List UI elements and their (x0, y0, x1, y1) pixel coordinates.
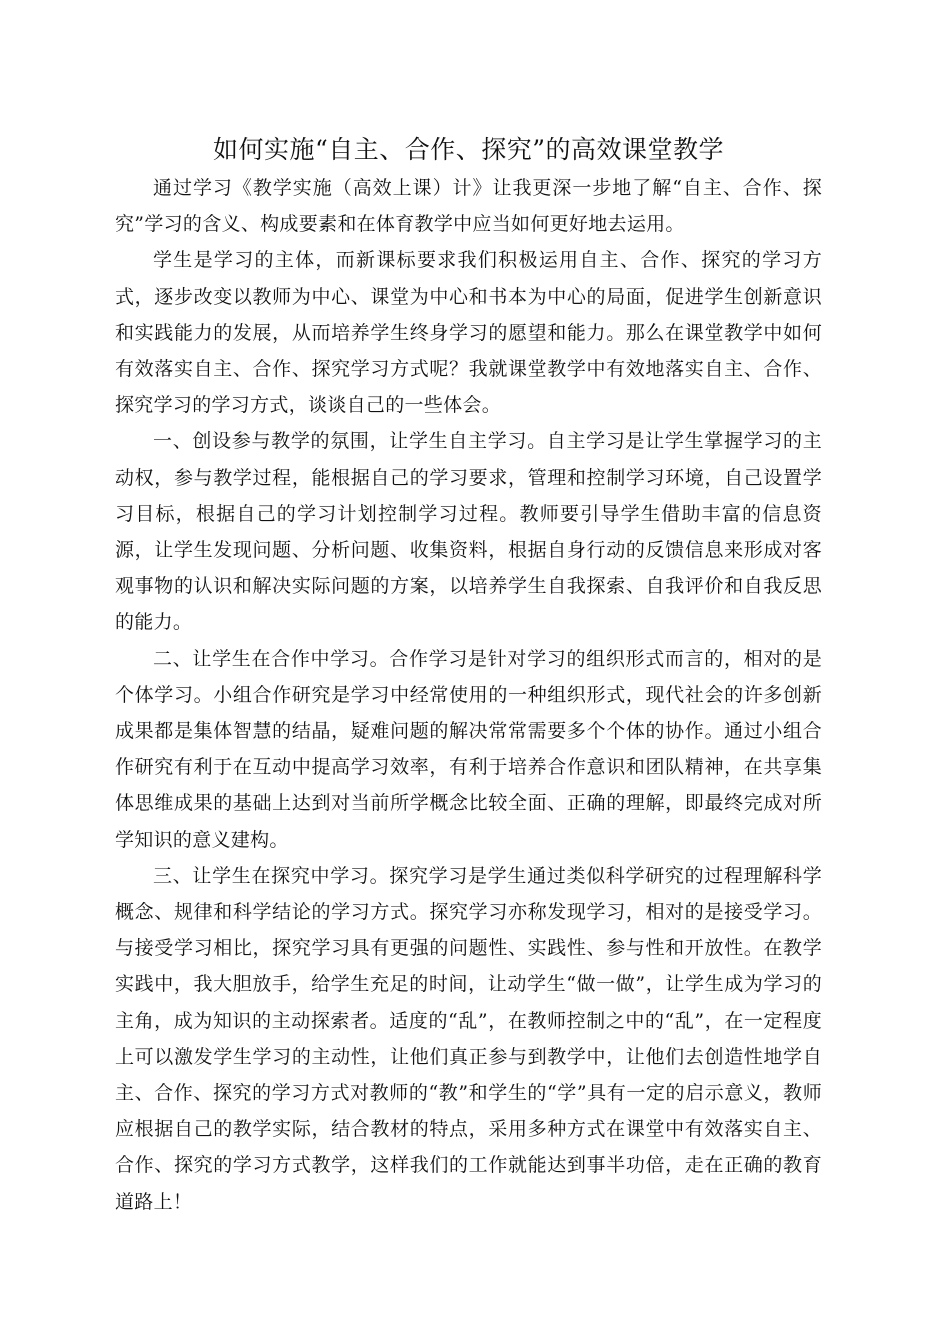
paragraph-cooperative-learning: 二、让学生在合作中学习。合作学习是针对学习的组织形式而言的，相对的是个体学习。小组合作研究是学习中经常使用的一种组织形式，现代社会的许多创新成果都是集体智慧的结晶，疑难问题的解决常常需要多个个体的协作。通过小组合作研究有利于在互动中提高学习效率，有利于培养合作意识和团队精神，在共享集体思维成果的基础上达到对当前所学概念比较全面、正确的理解，即最终完成对所学知识的意义建构。 (115, 647, 822, 851)
paragraph-background: 学生是学习的主体，而新课标要求我们积极运用自主、合作、探究的学习方式，逐步改变以教师为中心、课堂为中心和书本为中心的局面，促进学生创新意识和实践能力的发展，从而培养学生终身学习的愿望和能力。那么在课堂教学中如何有效落实自主、合作、探究学习方式呢？我就课堂教学中有效地落实自主、合作、探究学习的学习方式，谈谈自己的一些体会。 (115, 249, 822, 417)
document-title: 如何实施“自主、合作、探究”的高效课堂教学 (212, 135, 725, 164)
paragraph-intro: 通过学习《教学实施（高效上课）计》让我更深一步地了解“自主、合作、探究”学习的含义、构成要素和在体育教学中应当如何更好地去运用。 (115, 177, 822, 236)
paragraph-autonomous-learning: 一、创设参与教学的氛围，让学生自主学习。自主学习是让学生掌握学习的主动权，参与教学过程，能根据自己的学习要求，管理和控制学习环境，自己设置学习目标，根据自己的学习计划控制学习过程。教师要引导学生借助丰富的信息资源，让学生发现问题、分析问题、收集资料，根据自身行动的反馈信息来形成对客观事物的认识和解决实际问题的方案，以培养学生自我探索、自我评价和自我反思的能力。 (115, 430, 822, 634)
paragraph-inquiry-learning: 三、让学生在探究中学习。探究学习是学生通过类似科学研究的过程理解科学概念、规律和科学结论的学习方式。探究学习亦称发现学习，相对的是接受学习。与接受学习相比，探究学习具有更强的问题性、实践性、参与性和开放性。在教学实践中，我大胆放手，给学生充足的时间，让动学生“做一做”，让学生成为学习的主角，成为知识的主动探索者。适度的“乱”，在教师控制之中的“乱”，在一定程度上可以激发学生学习的主动性，让他们真正参与到教学中，让他们去创造性地学自主、合作、探究的学习方式对教师的“教”和学生的“学”具有一定的启示意义，教师应根据自己的教学实际，结合教材的特点，采用多种方式在课堂中有效落实自主、合作、探究的学习方式教学，这样我们的工作就能达到事半功倍，走在正确的教育道路上！ (115, 864, 822, 1213)
